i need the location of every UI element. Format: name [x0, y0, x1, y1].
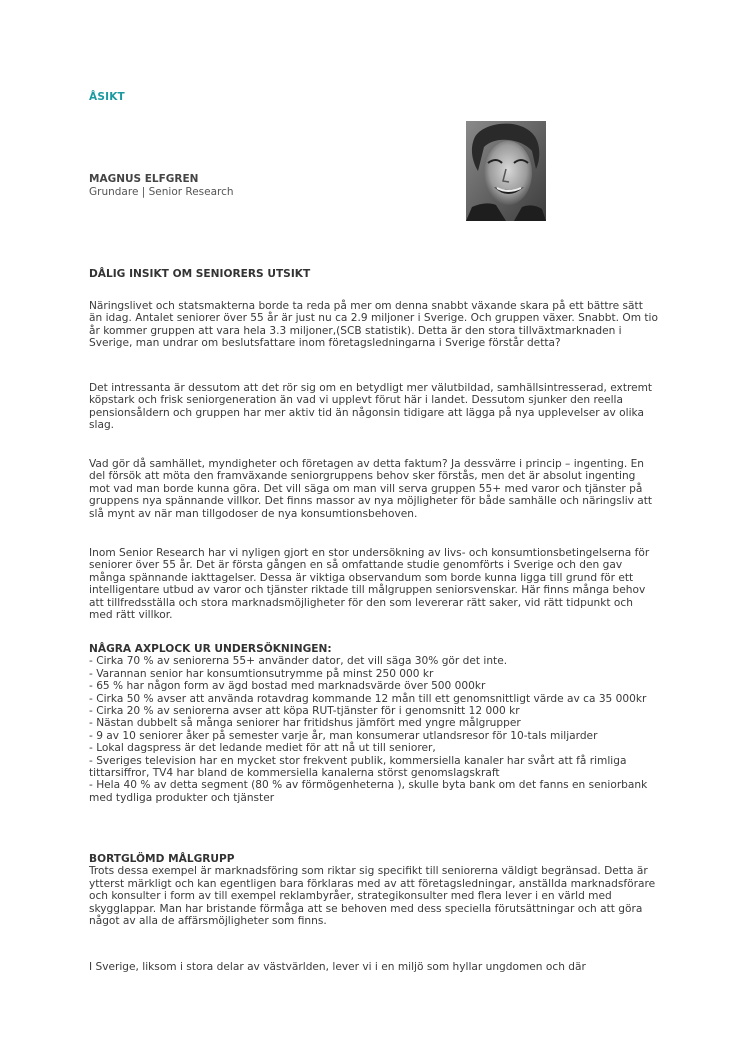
list-item: - Varannan senior har konsumtionsutrymme på minst 250 000 kr: [89, 667, 434, 680]
author-photo: [466, 121, 546, 221]
paragraph-text: Vad gör då samhället, myndigheter och företagen av detta faktum? Ja dessvärre i princip – ingenting. En del försök att möta den framväxande seniorgruppens behov sker förstås, men det är absolut ingenting mot vad man borde kunna göra. Det vill säga om man vill serva gruppen 55+ med varor och tjänster på gruppens nya spännande villkor. Det finns massor av nya möjligheter för både samhälle och näringsliv att slå mynt av när man tillgodoser de nya konsumtionsbehoven.: [89, 458, 653, 520]
paragraph-last: [89, 961, 659, 973]
findings-section: [89, 643, 659, 804]
section-kicker: ÅSIKT: [89, 91, 125, 103]
author-role: Grundare | Senior Research: [89, 186, 234, 198]
paragraph-text: Näringslivet och statsmakterna borde ta reda på mer om denna snabbt växande skara på ett bättre sätt än idag. Antalet seniorer över 55 år är just nu ca 2.9 miljoner i Sverige. Och gruppen växer. Snabbt. Om tio år kommer gruppen att vara hela 3.3 miljoner,(SCB statistik). Detta är den stora tillväxtmarknaden i Sverige, man undrar om beslutsfattare inom företagsledningarna i Sverige förstår detta?: [89, 300, 658, 350]
paragraph-2: [89, 382, 659, 432]
list-item: - Nästan dubbelt så många seniorer har fritidshus jämfört med yngre målgrupper: [89, 717, 521, 730]
article-headline: DÅLIG INSIKT OM SENIORERS UTSIKT: [89, 268, 311, 280]
paragraph-1: [89, 300, 659, 350]
forgotten-section: [89, 853, 659, 927]
list-item: - 9 av 10 seniorer åker på semester varje år, man konsumerar utlandsresor för 10-tals miljarder: [89, 729, 598, 742]
list-item: - 65 % har någon form av ägd bostad med marknadsvärde över 500 000kr: [89, 680, 486, 693]
paragraph-text: Inom Senior Research har vi nyligen gjort en stor undersökning av livs- och konsumtionsbetingelserna för seniorer över 55 år. Det är första gången en så omfattande studie genomförts i Sverige och den gav många spännande iakttagelser. Dessa är viktiga observandum som borde kunna ligga till grund för ett intelligentare utbud av varor och tjänster riktade till målgruppen seniorsvenskar. Här finns många behov att tillfredsställa och stora marknadsmöjligheter för den som levererar rätt saker, vid rätt tidpunkt och med rätt villkor.: [89, 547, 650, 622]
forgotten-heading: BORTGLÖMD MÅLGRUPP: [89, 853, 235, 865]
paragraph-text: I Sverige, liksom i stora delar av västvärlden, lever vi i en miljö som hyllar ungdomen och där: [89, 961, 586, 973]
paragraph-3: [89, 458, 659, 520]
author-name: MAGNUS ELFGREN: [89, 173, 199, 185]
list-item: - Sveriges television har en mycket stor frekvent publik, kommersiella kanaler har svårt att få rimliga tittarsiffror, TV4 har bland de kommersiella kanalerna störst genomslagskraft: [89, 754, 627, 780]
list-item: - Lokal dagspress är det ledande mediet för att nå ut till seniorer,: [89, 742, 436, 755]
list-item: - Cirka 20 % av seniorerna avser att köpa RUT-tjänster för i genomsnitt 12 000 kr: [89, 705, 520, 718]
paragraph-text: Det intressanta är dessutom att det rör sig om en betydligt mer välutbildad, samhällsintresserad, extremt köpstark och frisk seniorgeneration än vad vi upplevt förut här i landet. Dessutom sjunker den reella pensionsåldern och gruppen har mer aktiv tid än någonsin tidigare att lägga på nya upplevelser av olika slag.: [89, 382, 653, 432]
list-item: - Cirka 70 % av seniorerna 55+ använder dator, det vill säga 30% gör det inte.: [89, 655, 508, 668]
findings-heading: NÅGRA AXPLOCK UR UNDERSÖKNINGEN:: [89, 643, 332, 655]
paragraph-4: [89, 547, 659, 621]
list-item: - Hela 40 % av detta segment (80 % av förmögenheterna ), skulle byta bank om det fanns en seniorbank med tydliga produkter och tjänster: [89, 779, 648, 804]
list-item: - Cirka 50 % avser att använda rotavdrag kommande 12 mån till ett genomsnittligt värde av ca 35 000kr: [89, 692, 647, 705]
paragraph-text: Trots dessa exempel är marknadsföring som riktar sig specifikt till seniorerna väldigt begränsad. Detta är ytterst märkligt och kan egentligen bara förklaras med av att företagsledningar, anställda marknadsförare och konsulter i form av till exempel reklambyråer, strategikonsulter med flera lever i en värld med skygglappar. Man har bristande förmåga att se behoven med dess speciella förutsättningar och att göra något av alla de affärsmöjligheter som finns.: [89, 865, 656, 928]
